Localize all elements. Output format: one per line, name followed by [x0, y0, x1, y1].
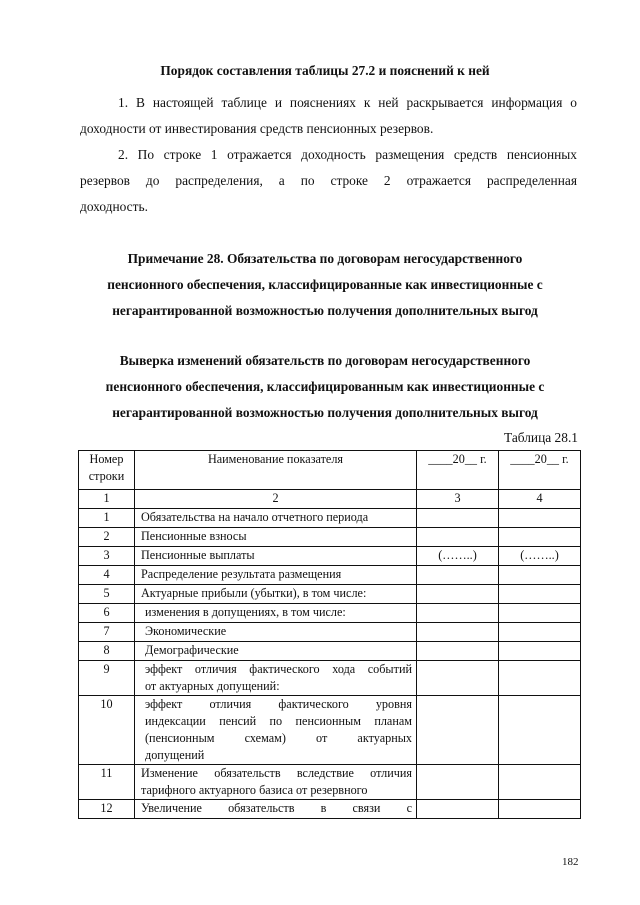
row-number: 9: [79, 661, 135, 696]
value-year-2: [499, 566, 581, 585]
column-number: 2: [135, 490, 417, 509]
row-number: 5: [79, 585, 135, 604]
value-year-2: (……..): [499, 547, 581, 566]
table-caption: Таблица 28.1: [503, 430, 578, 445]
reconciliation-line: Выверка изменений обязательств по договорам негосударственного: [119, 353, 531, 368]
indicator-name-line: эффект отличия фактического хода событий: [145, 662, 412, 676]
value-year-2: [499, 528, 581, 547]
value-year-1: [417, 528, 499, 547]
row-number: 12: [79, 800, 135, 819]
table-row: [79, 547, 581, 566]
value-year-1: [417, 604, 499, 623]
indicator-name: [135, 642, 417, 661]
paragraph-line: 2. По строке 1 отражается доходность размещения средств пенсионных: [118, 147, 577, 162]
column-number: 1: [79, 490, 135, 509]
value-year-2: [499, 585, 581, 604]
paragraph-2: [80, 142, 577, 220]
header-year-1: ____20__ г.: [417, 451, 499, 490]
value-year-1: [417, 661, 499, 696]
value-year-1: [417, 765, 499, 800]
table-body: [79, 451, 581, 819]
indicator-name: [135, 528, 417, 547]
value-year-2: [499, 509, 581, 528]
row-number: 6: [79, 604, 135, 623]
value-year-1: [417, 585, 499, 604]
indicator-name: [135, 765, 417, 800]
value-year-2: [499, 800, 581, 819]
note-line: негарантированной возможностью получения дополнительных выгод: [112, 303, 538, 318]
indicator-name-text: изменения в допущениях, в том числе:: [145, 605, 346, 619]
table-row: [79, 623, 581, 642]
row-number: 8: [79, 642, 135, 661]
paragraph-line: доходности от инвестирования средств пенсионных резервов.: [80, 121, 434, 136]
table-row: [79, 509, 581, 528]
table-row: [79, 765, 581, 800]
value-year-1: [417, 642, 499, 661]
section-heading: Порядок составления таблицы 27.2 и пояснений к ней: [160, 63, 490, 78]
value-year-1: [417, 623, 499, 642]
indicator-name: [135, 661, 417, 696]
paragraph-line: резервов до распределения, а по строке 2 отражается распределенная: [80, 173, 577, 188]
value-year-2: [499, 661, 581, 696]
indicator-name: [135, 800, 417, 819]
indicator-name-text: Пенсионные взносы: [141, 529, 247, 543]
table-row: [79, 566, 581, 585]
obligations-table: [78, 450, 581, 819]
row-number: 4: [79, 566, 135, 585]
indicator-name-text: Распределение результата размещения: [141, 567, 342, 581]
header-row-number: Номер строки: [79, 451, 135, 490]
indicator-name-line: от актуарных допущений:: [145, 679, 280, 693]
indicator-name: [135, 696, 417, 765]
row-number: 11: [79, 765, 135, 800]
reconciliation-heading: [60, 348, 590, 426]
indicator-name-line: тарифного актуарного базиса от резервного: [141, 783, 368, 797]
indicator-name-line: индексации пенсий по пенсионным планам: [145, 714, 412, 728]
indicator-name-text: Увеличение обязательств в связи с: [141, 801, 412, 815]
value-year-2: [499, 642, 581, 661]
indicator-name-text: Пенсионные выплаты: [141, 548, 255, 562]
indicator-name: [135, 509, 417, 528]
table-row: [79, 604, 581, 623]
indicator-name-line: (пенсионным схемам) от актуарных: [145, 731, 412, 745]
indicator-name: [135, 566, 417, 585]
value-year-1: (……..): [417, 547, 499, 566]
indicator-name-text: Обязательства на начало отчетного периода: [141, 510, 369, 524]
table-row: [79, 528, 581, 547]
value-year-2: [499, 765, 581, 800]
value-year-2: [499, 623, 581, 642]
reconciliation-line: пенсионного обеспечения, классифицированным как инвестиционные с: [105, 379, 545, 394]
row-number: 10: [79, 696, 135, 765]
header-year-2: ____20__ г.: [499, 451, 581, 490]
indicator-name-line: допущений: [145, 748, 205, 762]
note-line: пенсионного обеспечения, классифицированные как инвестиционные с: [107, 277, 543, 292]
reconciliation-line: негарантированной возможностью получения дополнительных выгод: [112, 405, 538, 420]
value-year-1: [417, 696, 499, 765]
indicator-name-text: Демографические: [145, 643, 239, 657]
page-number: 182: [562, 856, 579, 868]
value-year-2: [499, 696, 581, 765]
paragraph-1: [80, 90, 577, 142]
indicator-name: [135, 604, 417, 623]
value-year-2: [499, 604, 581, 623]
indicator-name: [135, 585, 417, 604]
header-indicator-name: Наименование показателя: [135, 451, 417, 490]
indicator-name-line: эффект отличия фактического уровня: [145, 697, 412, 711]
row-number: 2: [79, 528, 135, 547]
note-line: Примечание 28. Обязательства по договорам негосударственного: [127, 251, 523, 266]
value-year-1: [417, 566, 499, 585]
indicator-name: [135, 547, 417, 566]
row-number: 1: [79, 509, 135, 528]
indicator-name-line: Изменение обязательств вследствие отличия: [141, 766, 412, 780]
row-number: 7: [79, 623, 135, 642]
table-row: [79, 661, 581, 696]
column-number: 4: [499, 490, 581, 509]
value-year-1: [417, 509, 499, 528]
table-row: [79, 800, 581, 819]
column-number: 3: [417, 490, 499, 509]
table-row: [79, 585, 581, 604]
table-row: [79, 696, 581, 765]
table-row: [79, 642, 581, 661]
value-year-1: [417, 800, 499, 819]
indicator-name-text: Актуарные прибыли (убытки), в том числе:: [141, 586, 367, 600]
indicator-name-text: Экономические: [145, 624, 227, 638]
paragraph-line: доходность.: [80, 199, 148, 214]
indicator-name: [135, 623, 417, 642]
note-heading: [60, 246, 590, 324]
row-number: 3: [79, 547, 135, 566]
column-number-row: [79, 490, 581, 509]
table-header-row: [79, 451, 581, 490]
paragraph-line: 1. В настоящей таблице и пояснениях к ней раскрывается информация о: [118, 95, 577, 110]
